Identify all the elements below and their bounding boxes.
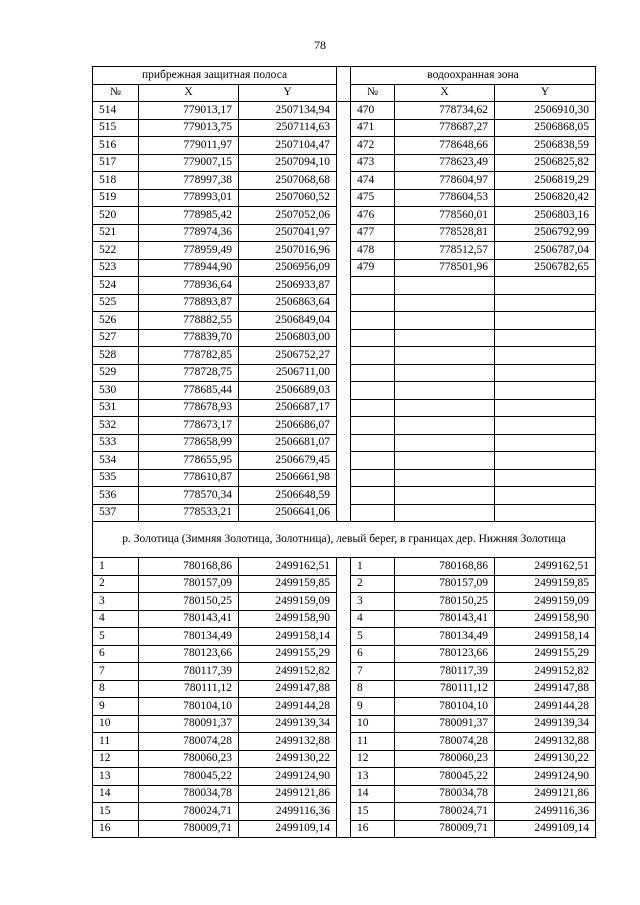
coord-y: 2499144,28 xyxy=(239,698,337,716)
coord-y: 2499155,29 xyxy=(495,645,596,663)
coord-y xyxy=(495,347,596,365)
coord-y: 2499132,88 xyxy=(239,733,337,751)
coord-x xyxy=(395,417,495,435)
point-number: 531 xyxy=(93,399,139,417)
point-number: 478 xyxy=(351,242,395,260)
coord-y: 2506661,98 xyxy=(239,469,337,487)
coord-x xyxy=(395,399,495,417)
coord-x xyxy=(395,294,495,312)
coord-x: 780060,23 xyxy=(139,750,239,768)
point-number xyxy=(351,277,395,295)
coord-y xyxy=(495,504,596,522)
coord-y: 2499159,09 xyxy=(495,593,596,611)
point-number xyxy=(351,399,395,417)
coord-x: 778648,66 xyxy=(395,137,495,155)
coord-x: 780091,37 xyxy=(139,715,239,733)
coord-y: 2506956,09 xyxy=(239,259,337,277)
coord-x: 778993,01 xyxy=(139,189,239,207)
point-number: 534 xyxy=(93,452,139,470)
coord-y: 2506849,04 xyxy=(239,312,337,330)
coord-y xyxy=(495,294,596,312)
coord-x: 779011,97 xyxy=(139,137,239,155)
coord-y: 2499109,14 xyxy=(495,820,596,838)
point-number: 10 xyxy=(351,715,395,733)
point-number: 470 xyxy=(351,102,395,120)
point-number: 5 xyxy=(351,628,395,646)
point-number xyxy=(351,469,395,487)
coord-x: 780024,71 xyxy=(139,803,239,821)
coord-y: 2506681,07 xyxy=(239,434,337,452)
point-number: 7 xyxy=(351,663,395,681)
coord-x: 780104,10 xyxy=(139,698,239,716)
coord-x: 780111,12 xyxy=(139,680,239,698)
coord-y: 2507041,97 xyxy=(239,224,337,242)
coord-x xyxy=(395,469,495,487)
coord-x: 780143,41 xyxy=(139,610,239,628)
coord-x: 778604,97 xyxy=(395,172,495,190)
coord-y: 2506803,16 xyxy=(495,207,596,225)
coord-y: 2506825,82 xyxy=(495,154,596,172)
point-number: 1 xyxy=(93,558,139,576)
coord-y: 2507104,47 xyxy=(239,137,337,155)
point-number xyxy=(351,417,395,435)
point-number: 521 xyxy=(93,224,139,242)
coord-y: 2507052,06 xyxy=(239,207,337,225)
point-number: 472 xyxy=(351,137,395,155)
coord-x: 780117,39 xyxy=(139,663,239,681)
point-number: 14 xyxy=(351,785,395,803)
coord-y: 2506933,87 xyxy=(239,277,337,295)
coord-x: 778782,85 xyxy=(139,347,239,365)
coord-y: 2499162,51 xyxy=(239,558,337,576)
point-number: 5 xyxy=(93,628,139,646)
point-number: 473 xyxy=(351,154,395,172)
coord-y: 2499152,82 xyxy=(239,663,337,681)
coord-y: 2499159,85 xyxy=(495,575,596,593)
point-number: 522 xyxy=(93,242,139,260)
coord-x: 780045,22 xyxy=(395,768,495,786)
coord-y xyxy=(495,329,596,347)
point-number xyxy=(351,452,395,470)
point-number: 529 xyxy=(93,364,139,382)
coord-x: 778974,36 xyxy=(139,224,239,242)
coord-x: 778678,93 xyxy=(139,399,239,417)
point-number: 8 xyxy=(93,680,139,698)
point-number xyxy=(351,504,395,522)
coord-y: 2506838,59 xyxy=(495,137,596,155)
coord-x: 779013,75 xyxy=(139,119,239,137)
coord-y: 2507068,68 xyxy=(239,172,337,190)
point-number xyxy=(351,294,395,312)
point-number: 16 xyxy=(351,820,395,838)
coord-y: 2507134,94 xyxy=(239,102,337,120)
header-y-left: Y xyxy=(239,84,337,102)
coord-y: 2506910,30 xyxy=(495,102,596,120)
coord-x: 780091,37 xyxy=(395,715,495,733)
coord-y: 2507114,63 xyxy=(239,119,337,137)
point-number: 13 xyxy=(93,768,139,786)
header-x-right: X xyxy=(395,84,495,102)
coord-y: 2499116,36 xyxy=(495,803,596,821)
point-number: 520 xyxy=(93,207,139,225)
coord-x: 780123,66 xyxy=(139,645,239,663)
point-number: 16 xyxy=(93,820,139,838)
point-number xyxy=(351,382,395,400)
point-number: 517 xyxy=(93,154,139,172)
point-number: 475 xyxy=(351,189,395,207)
point-number: 3 xyxy=(351,593,395,611)
coord-y: 2499155,29 xyxy=(239,645,337,663)
column-gap xyxy=(337,102,351,522)
coord-x: 780168,86 xyxy=(139,558,239,576)
coord-x xyxy=(395,434,495,452)
coordinates-table xyxy=(92,66,596,838)
coord-x: 780143,41 xyxy=(395,610,495,628)
coord-y: 2506782,65 xyxy=(495,259,596,277)
header-x-left: X xyxy=(139,84,239,102)
point-number: 527 xyxy=(93,329,139,347)
coord-x xyxy=(395,452,495,470)
coord-x: 780157,09 xyxy=(139,575,239,593)
coord-x: 779007,15 xyxy=(139,154,239,172)
page-number: 78 xyxy=(314,38,326,52)
coord-y: 2499158,14 xyxy=(239,628,337,646)
coord-y xyxy=(495,452,596,470)
coord-y: 2499152,82 xyxy=(495,663,596,681)
coord-x: 778882,55 xyxy=(139,312,239,330)
point-number: 11 xyxy=(93,733,139,751)
point-number: 516 xyxy=(93,137,139,155)
coord-y: 2499159,85 xyxy=(239,575,337,593)
column-gap xyxy=(337,67,351,102)
coord-x: 778512,57 xyxy=(395,242,495,260)
coord-x: 778673,17 xyxy=(139,417,239,435)
coord-y: 2506679,45 xyxy=(239,452,337,470)
coord-y: 2506863,64 xyxy=(239,294,337,312)
coord-x: 780134,49 xyxy=(395,628,495,646)
point-number: 8 xyxy=(351,680,395,698)
point-number xyxy=(351,434,395,452)
header-y-right: Y xyxy=(495,84,596,102)
point-number: 4 xyxy=(93,610,139,628)
coord-x xyxy=(395,347,495,365)
point-number: 479 xyxy=(351,259,395,277)
coord-x xyxy=(395,312,495,330)
point-number: 523 xyxy=(93,259,139,277)
coord-y: 2507094,10 xyxy=(239,154,337,172)
point-number: 2 xyxy=(93,575,139,593)
table-row xyxy=(93,102,596,120)
coord-y: 2506820,42 xyxy=(495,189,596,207)
coord-x: 780168,86 xyxy=(395,558,495,576)
coord-x: 780024,71 xyxy=(395,803,495,821)
coord-y: 2499121,86 xyxy=(239,785,337,803)
coord-x: 778528,81 xyxy=(395,224,495,242)
coord-x: 778604,53 xyxy=(395,189,495,207)
point-number: 535 xyxy=(93,469,139,487)
coord-y: 2506803,00 xyxy=(239,329,337,347)
coord-y xyxy=(495,364,596,382)
coord-x: 778687,27 xyxy=(395,119,495,137)
point-number: 12 xyxy=(93,750,139,768)
coord-y: 2499162,51 xyxy=(495,558,596,576)
point-number: 525 xyxy=(93,294,139,312)
coord-x: 778997,38 xyxy=(139,172,239,190)
point-number: 1 xyxy=(351,558,395,576)
coord-x: 780009,71 xyxy=(395,820,495,838)
coord-x: 778501,96 xyxy=(395,259,495,277)
left-table-title: прибрежная защитная полоса xyxy=(93,67,337,85)
title-row xyxy=(93,67,596,85)
coord-y: 2499109,14 xyxy=(239,820,337,838)
coord-y: 2507060,52 xyxy=(239,189,337,207)
coord-x: 780034,78 xyxy=(139,785,239,803)
coord-y: 2506868,05 xyxy=(495,119,596,137)
coord-x: 778936,64 xyxy=(139,277,239,295)
coord-x: 778623,49 xyxy=(395,154,495,172)
coord-x: 778985,42 xyxy=(139,207,239,225)
point-number: 476 xyxy=(351,207,395,225)
coord-y: 2506792,99 xyxy=(495,224,596,242)
coord-x: 778728,75 xyxy=(139,364,239,382)
point-number: 515 xyxy=(93,119,139,137)
point-number: 6 xyxy=(93,645,139,663)
point-number: 15 xyxy=(351,803,395,821)
coord-y xyxy=(495,312,596,330)
coord-x: 778685,44 xyxy=(139,382,239,400)
point-number: 524 xyxy=(93,277,139,295)
point-number xyxy=(351,364,395,382)
coord-y: 2499147,88 xyxy=(239,680,337,698)
coord-x xyxy=(395,329,495,347)
coord-y: 2499147,88 xyxy=(495,680,596,698)
column-gap xyxy=(337,558,351,838)
coord-x: 778658,99 xyxy=(139,434,239,452)
point-number: 7 xyxy=(93,663,139,681)
point-number: 6 xyxy=(351,645,395,663)
coord-y: 2499158,14 xyxy=(495,628,596,646)
point-number: 536 xyxy=(93,487,139,505)
point-number xyxy=(351,487,395,505)
header-num-left: № xyxy=(93,84,139,102)
point-number: 10 xyxy=(93,715,139,733)
coord-x: 780104,10 xyxy=(395,698,495,716)
point-number: 15 xyxy=(93,803,139,821)
point-number: 533 xyxy=(93,434,139,452)
coord-y: 2499130,22 xyxy=(495,750,596,768)
coord-y: 2499158,90 xyxy=(239,610,337,628)
point-number: 537 xyxy=(93,504,139,522)
coord-y xyxy=(495,487,596,505)
coord-y: 2499139,34 xyxy=(495,715,596,733)
point-number xyxy=(351,329,395,347)
coord-x: 780045,22 xyxy=(139,768,239,786)
coord-y: 2506787,04 xyxy=(495,242,596,260)
coord-y: 2499124,90 xyxy=(239,768,337,786)
coord-x: 778959,49 xyxy=(139,242,239,260)
point-number: 477 xyxy=(351,224,395,242)
coord-x: 779013,17 xyxy=(139,102,239,120)
point-number: 474 xyxy=(351,172,395,190)
coord-x xyxy=(395,382,495,400)
point-number: 2 xyxy=(351,575,395,593)
coord-y: 2499159,09 xyxy=(239,593,337,611)
point-number: 3 xyxy=(93,593,139,611)
point-number: 12 xyxy=(351,750,395,768)
coord-x: 780150,25 xyxy=(139,593,239,611)
point-number: 526 xyxy=(93,312,139,330)
point-number xyxy=(351,347,395,365)
coord-x: 778734,62 xyxy=(395,102,495,120)
coord-y: 2506711,00 xyxy=(239,364,337,382)
coord-y: 2506648,59 xyxy=(239,487,337,505)
point-number: 471 xyxy=(351,119,395,137)
table-row xyxy=(93,558,596,576)
point-number: 532 xyxy=(93,417,139,435)
coord-y xyxy=(495,399,596,417)
coord-y: 2499124,90 xyxy=(495,768,596,786)
point-number xyxy=(351,312,395,330)
coord-x xyxy=(395,504,495,522)
coord-y: 2506689,03 xyxy=(239,382,337,400)
header-num-right: № xyxy=(351,84,395,102)
coord-x: 780111,12 xyxy=(395,680,495,698)
coord-x: 780157,09 xyxy=(395,575,495,593)
coord-y: 2499116,36 xyxy=(239,803,337,821)
coord-x xyxy=(395,364,495,382)
point-number: 514 xyxy=(93,102,139,120)
point-number: 530 xyxy=(93,382,139,400)
coord-y: 2506686,07 xyxy=(239,417,337,435)
coord-y xyxy=(495,382,596,400)
point-number: 11 xyxy=(351,733,395,751)
point-number: 13 xyxy=(351,768,395,786)
coord-y: 2499158,90 xyxy=(495,610,596,628)
point-number: 528 xyxy=(93,347,139,365)
coord-y: 2506687,17 xyxy=(239,399,337,417)
coord-y: 2499130,22 xyxy=(239,750,337,768)
coord-x: 780074,28 xyxy=(395,733,495,751)
coord-x: 778655,95 xyxy=(139,452,239,470)
coord-y: 2499132,88 xyxy=(495,733,596,751)
coord-x: 778610,87 xyxy=(139,469,239,487)
coord-y: 2499139,34 xyxy=(239,715,337,733)
point-number: 518 xyxy=(93,172,139,190)
coord-y xyxy=(495,277,596,295)
coord-x xyxy=(395,487,495,505)
coord-x: 780009,71 xyxy=(139,820,239,838)
coord-x: 778560,01 xyxy=(395,207,495,225)
coord-y: 2499144,28 xyxy=(495,698,596,716)
point-number: 4 xyxy=(351,610,395,628)
coord-y: 2499121,86 xyxy=(495,785,596,803)
coord-x: 780034,78 xyxy=(395,785,495,803)
coord-x: 778839,70 xyxy=(139,329,239,347)
coord-x: 778533,21 xyxy=(139,504,239,522)
coord-y xyxy=(495,417,596,435)
coord-x xyxy=(395,277,495,295)
coord-y: 2507016,96 xyxy=(239,242,337,260)
coord-x: 780123,66 xyxy=(395,645,495,663)
coord-y xyxy=(495,469,596,487)
coord-x: 778944,90 xyxy=(139,259,239,277)
coord-x: 778893,87 xyxy=(139,294,239,312)
point-number: 9 xyxy=(93,698,139,716)
right-table-title: водоохранная зона xyxy=(351,67,596,85)
coord-y: 2506752,27 xyxy=(239,347,337,365)
coord-x: 780117,39 xyxy=(395,663,495,681)
section-title: р. Золотица (Зимняя Золотица, Золотница), левый берег, в границах дер. Нижняя Золотица xyxy=(93,522,596,558)
coord-y xyxy=(495,434,596,452)
coord-x: 778570,34 xyxy=(139,487,239,505)
point-number: 519 xyxy=(93,189,139,207)
coord-x: 780134,49 xyxy=(139,628,239,646)
coord-x: 780074,28 xyxy=(139,733,239,751)
point-number: 9 xyxy=(351,698,395,716)
point-number: 14 xyxy=(93,785,139,803)
coord-y: 2506819,29 xyxy=(495,172,596,190)
coord-x: 780060,23 xyxy=(395,750,495,768)
section-row xyxy=(93,522,596,558)
coord-y: 2506641,06 xyxy=(239,504,337,522)
coord-x: 780150,25 xyxy=(395,593,495,611)
